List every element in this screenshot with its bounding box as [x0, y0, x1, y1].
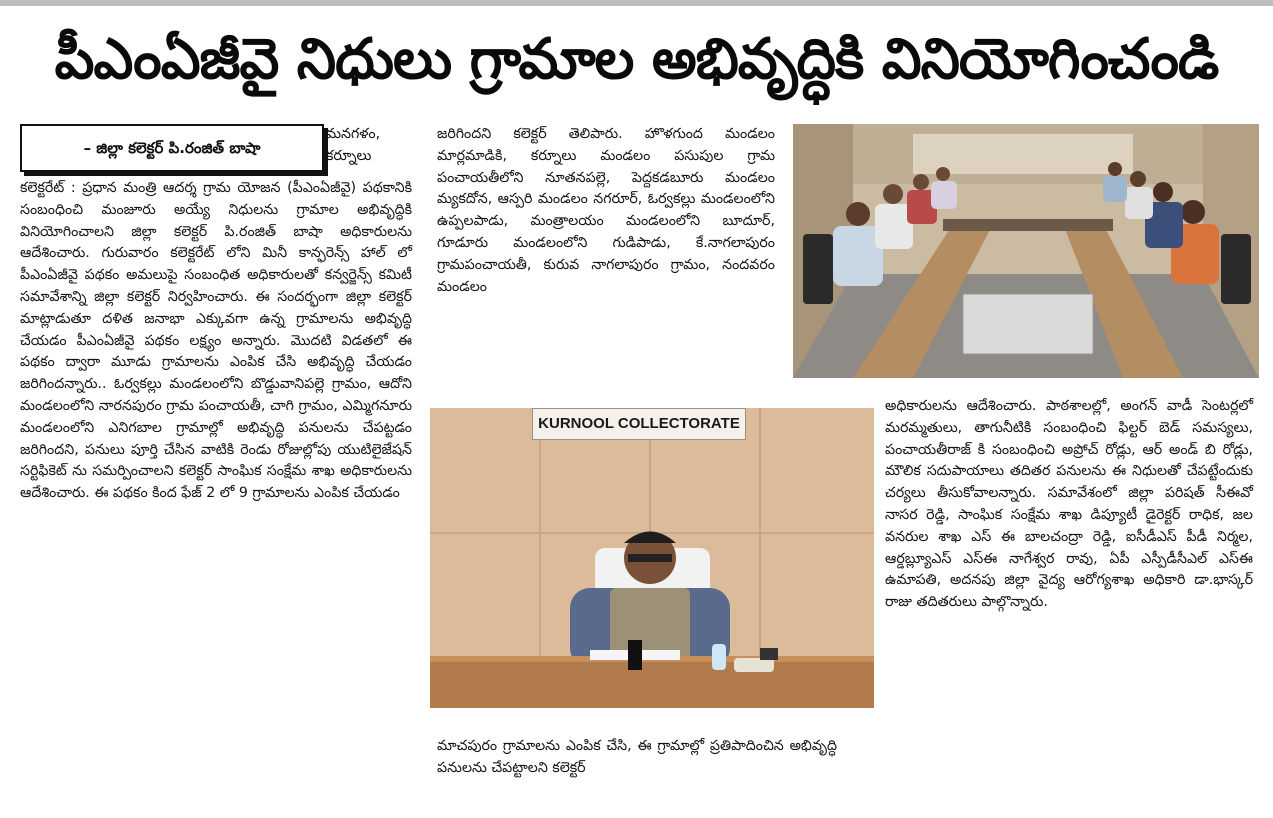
column-2-text: జరిగిందని కలెక్టర్ తెలిపారు. హొళగుంద మండలం మార్లమాడికి, కర్నూలు మండలం పసుపుల గ్రామ పంచాయతీలోని నూతనపల్లె, పెద్దకడబూరు మండలం మ్యకదోన, ఆస్పరి మండలం నగరూర్, ఓర్వకల్లు మండలంలోని ఉప్పలపాడు, మంత్రాలయం మండలంలోని బూదూర్, గూడూరు మండలంలోని గుడిపాడు, కే.నాగలాపురం గ్రామపంచాయతీ, కురువ నాగలాపురం గ్రామం, నందవరం మండలం [437, 126, 775, 295]
headline: పీఎంఏజీవై నిధులు గ్రామాల అభివృద్ధికి వినియోగించండి [54, 27, 1219, 92]
collector-photo [430, 408, 874, 708]
article-column-2 [437, 124, 775, 298]
byline: – జిల్లా కలెక్టర్ పి.రంజిత్ బాషా [20, 124, 324, 172]
article-column-3 [885, 396, 1253, 614]
top-rule [0, 0, 1273, 6]
column-1-text: కలెక్టరేట్ : ప్రధాన మంత్రి ఆదర్శ గ్రామ యోజన (పీఎంఏజీవై) పథకానికి సంబంధించి మంజూరు అయ్యే నిధులను గ్రామాల అభివృద్ధికి వినియోగించాలని జిల్లా కలెక్టర్ పి.రంజిత్ బాషా అధికారులను ఆదేశించారు. గురువారం కలెక్టరేట్ లోని మినీ కాన్ఫరెన్స్ హాల్ లో పీఎంఏజీవై పథకం అమలుపై సంబంధిత అధికారులతో కన్వర్జెన్స్ కమిటీ సమావేశాన్ని జిల్లా కలెక్టర్ నిర్వహించారు. ఈ సందర్భంగా జిల్లా కలెక్టర్ మాట్లాడుతూ దళిత జనాభా ఎక్కువగా ఉన్న గ్రామాలను అభివృద్ధి చేయడం పీఎంఏజీవై పథకం లక్ష్యం అన్నారు. మొదటి విడతలో ఈ పథకం ద్వారా మూడు గ్రామాలను ఎంపిక చేసి అభివృద్ధి చేయడం జరిగిందన్నారు.. ఓర్వకల్లు మండలంలోని బొడ్డువానిపల్లె గ్రామం, ఆదోని మండలంలోని నారనపురం గ్రామ పంచాయతీ, చాగి గ్రామం, ఎమ్మిగనూరు మండలంలోని ఎనిగబాల గ్రామాల్లో అభివృద్ధి పనులను చేపట్టడం జరిగిందని, పనులు పూర్తి చేసిన వాటికి రెండు రోజుల్లోపు యుటిలైజేషన్ సర్టిఫికెట్ ను సమర్పించాలని కలెక్టర్ సాంఘిక సంక్షేమ శాఖ అధికారులను ఆదేశించారు. ఈ పథకం కింద ఫేజ్ 2 లో 9 గ్రామాలను ఎంపిక చేయడం [20, 180, 412, 502]
article-column-1 [20, 178, 412, 505]
collectorate-sign: KURNOOL COLLECTORATE [532, 408, 746, 440]
dateline: మనగళం, కర్నూలు [326, 126, 381, 164]
conference-photo [793, 124, 1259, 378]
article-column-2-bottom [437, 736, 837, 780]
column-3-text: అధికారులను ఆదేశించారు. పాఠశాలల్లో, అంగన్ వాడీ సెంటర్లలో మరమ్మతులు, తాగునీటికి సంబంధించి ఫిల్టర్ బెడ్ సమస్యలు, పంచాయతీరాజ్ కి సంబంధించి అప్రోచ్ రోడ్లు, ఆర్ అండ్ బి రోడ్లు, మౌలిక సదుపాయాలు తదితర పనులను ఈ నిధులతో చేపట్టేందుకు చర్యలు తీసుకోవాలన్నారు. సమావేశంలో జిల్లా పరిషత్ సీఈవో నాసర రెడ్డి, సాంఘిక సంక్షేమ శాఖ డిప్యూటీ డైరెక్టర్ రాధిక, జల వనరుల శాఖ ఎస్ ఈ బాలచంద్రా రెడ్డి, ఐసీడీఎస్ పీడీ నిర్మల, ఆర్డబ్ల్యూఎస్ ఎస్ఈ నాగేశ్వర రావు, ఏపీ ఎస్పీడీసీఎల్ ఎస్ఈ ఉమాపతి, అదనపు జిల్లా వైద్య ఆరోగ్యశాఖ అధికారి డా.భాస్కర్ రాజు తదితరులు పాల్గొన్నారు. [885, 398, 1253, 611]
column-2-bottom-text: మాచపురం గ్రామాలను ఎంపిక చేసి, ఈ గ్రామాల్లో ప్రతిపాదించిన అభివృద్ధి పనులను చేపట్టాలని కలెక్టర్ [437, 738, 837, 776]
